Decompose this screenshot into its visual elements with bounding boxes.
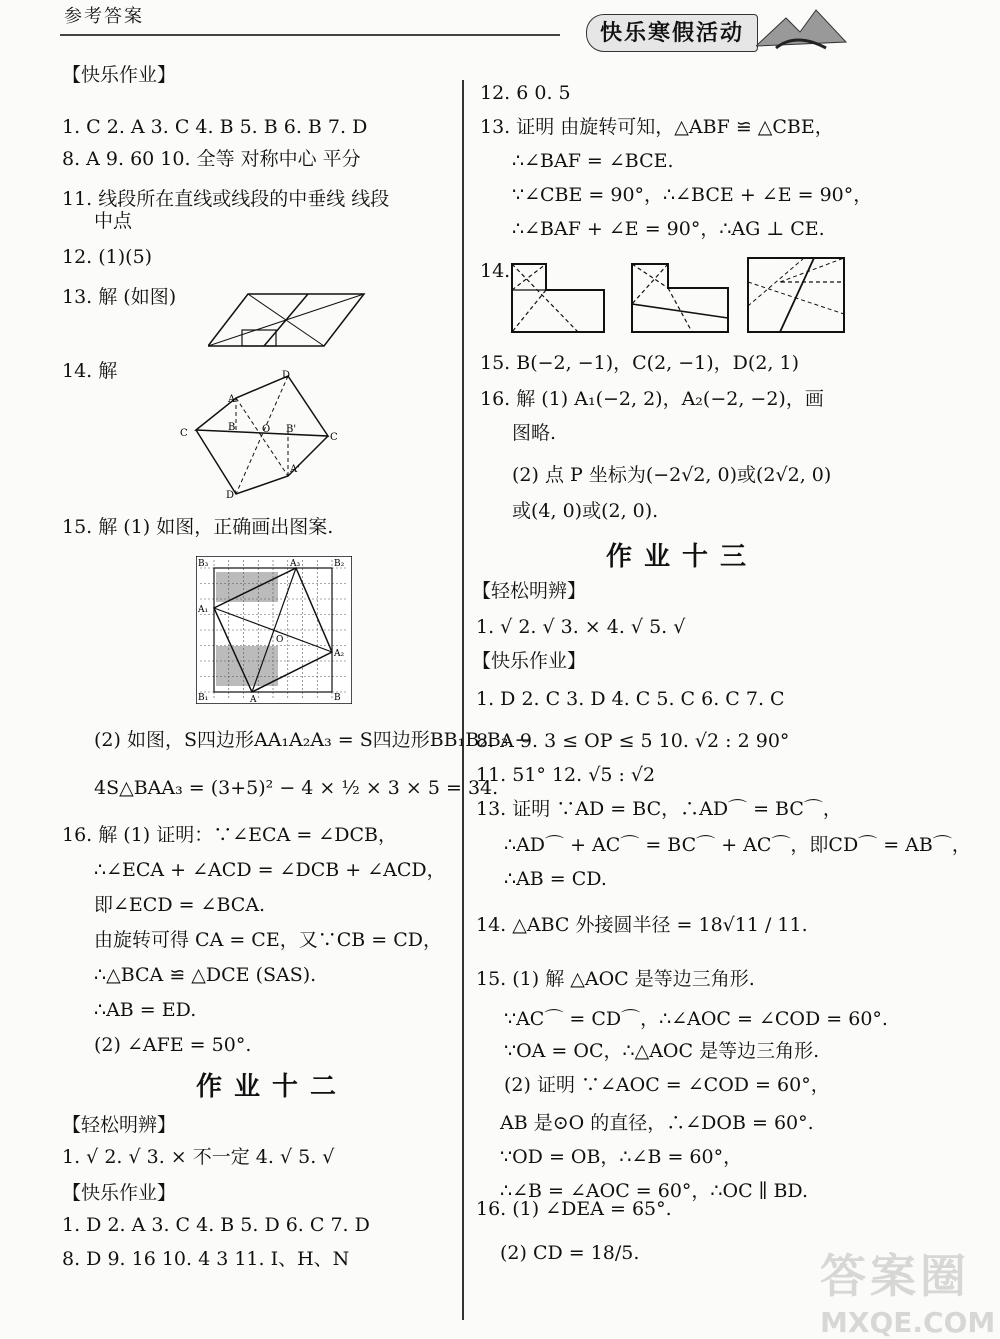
- mountain-icon: [756, 2, 856, 52]
- section-title-0: 作业十二: [196, 1072, 349, 1102]
- right-line-20: 14. △ABC 外接圆半径 = 18√11 / 11.: [476, 914, 808, 936]
- left-line-14: 由旋转可得 CA = CE，又∵CB = CD，: [94, 929, 442, 951]
- right-line-21: 15. (1) 解 △AOC 是等边三角形.: [476, 968, 755, 990]
- right-line-7: 16. 解 (1) A₁(−2, 2)，A₂(−2, −2)，画: [480, 388, 824, 410]
- right-line-10: 或(4, 0)或(2, 0).: [512, 500, 659, 522]
- left-line-22: 8. D 9. 16 10. 4 3 11. I、H、N: [62, 1248, 350, 1270]
- left-line-8: 15. 解 (1) 如图，正确画出图案.: [62, 516, 334, 538]
- fig15-label-b: B: [334, 693, 341, 703]
- right-line-8: 图略.: [512, 422, 557, 444]
- watermark-main: 答案圈: [820, 1249, 970, 1303]
- right-line-19: ∴AB = CD.: [504, 868, 607, 890]
- right-line-24: (2) 证明 ∵∠AOC = ∠COD = 60°，: [504, 1074, 830, 1096]
- left-line-10: 4S△BAA₃ = (3+5)² − 4 × ½ × 3 × 5 = 34.: [94, 777, 499, 799]
- left-line-3: 11. 线段所在直线或线段的中垂线 线段: [62, 188, 390, 210]
- fig15-label-a3: A₃: [290, 559, 301, 569]
- figure-14-rotation: [176, 368, 346, 502]
- right-line-3: ∵∠CBE = 90°，∴∠BCE + ∠E = 90°，: [512, 184, 873, 206]
- fig14-label-b2: B': [286, 424, 297, 435]
- fig15-label-a: A: [250, 695, 257, 704]
- figure-r14-a: [508, 260, 608, 336]
- watermark-url: MXQE.COM: [820, 1306, 996, 1339]
- right-line-16: 11. 51° 12. √5 : √2: [476, 764, 656, 786]
- right-line-14: 1. D 2. C 3. D 4. C 5. C 6. C 7. C: [476, 688, 785, 710]
- left-line-11: 16. 解 (1) 证明：∵∠ECA = ∠DCB，: [62, 824, 397, 846]
- right-line-1: 13. 证明 由旋转可知，△ABF ≌ △CBE，: [480, 116, 834, 138]
- left-line-16: ∴AB = ED.: [94, 999, 197, 1021]
- left-line-13: 即∠ECD = ∠BCA.: [94, 894, 266, 916]
- left-line-7: 14. 解: [62, 360, 118, 382]
- fig14-label-c2: C: [330, 432, 338, 443]
- left-line-1: 1. C 2. A 3. C 4. B 5. B 6. B 7. D: [62, 116, 368, 138]
- right-line-25: AB 是⊙O 的直径，∴∠DOB = 60°.: [500, 1112, 814, 1134]
- header-left-title: 参考答案: [64, 6, 144, 27]
- fig14-label-b: B: [228, 422, 236, 433]
- right-line-26: ∵OD = OB，∴∠B = 60°，: [500, 1146, 743, 1168]
- right-line-18: ∴AD⌒ + AC⌒ = BC⌒ + AC⌒，即CD⌒ = AB⌒，: [504, 834, 971, 856]
- right-line-2: ∴∠BAF = ∠BCE.: [512, 150, 674, 172]
- header-rule: [60, 34, 560, 36]
- left-line-18: 【轻松明辨】: [62, 1114, 177, 1136]
- left-line-20: 【快乐作业】: [62, 1182, 177, 1204]
- left-line-4: 中点: [94, 210, 133, 232]
- fig14-label-a2: A': [290, 464, 300, 475]
- fig14-label-o: O: [262, 424, 271, 435]
- right-line-13: 【快乐作业】: [472, 650, 587, 672]
- fig14-label-a: A: [228, 394, 236, 405]
- figure-13-parallelogram: [208, 290, 368, 352]
- fig15-label-b2: B₂: [334, 559, 345, 569]
- right-line-28: 16. (1) ∠DEA = 65°.: [476, 1198, 672, 1220]
- watermark: [820, 1240, 995, 1339]
- left-line-12: ∴∠ECA + ∠ACD = ∠DCB + ∠ACD，: [94, 859, 446, 881]
- right-line-4: ∴∠BAF + ∠E = 90°，∴AG ⊥ CE.: [512, 218, 825, 240]
- right-line-17: 13. 证明 ∵AD = BC，∴AD⌒ = BC⌒，: [476, 798, 842, 820]
- figure-r14-c: [744, 254, 848, 336]
- left-line-5: 12. (1)(5): [62, 246, 153, 268]
- left-line-19: 1. √ 2. √ 3. × 不一定 4. √ 5. √: [62, 1146, 335, 1168]
- right-line-11: 【轻松明辨】: [472, 580, 587, 602]
- right-line-27: ∴∠B = ∠AOC = 60°，∴OC ∥ BD.: [500, 1180, 809, 1202]
- left-line-2: 8. A 9. 60 10. 全等 对称中心 平分: [62, 148, 361, 170]
- fig15-label-a2: A₂: [334, 649, 345, 659]
- right-line-9: (2) 点 P 坐标为(−2√2, 0)或(2√2, 0): [512, 464, 832, 486]
- left-line-6: 13. 解 (如图): [62, 286, 177, 308]
- fig14-label-d2: D': [226, 490, 237, 501]
- left-line-15: ∴△BCA ≌ △DCE (SAS).: [94, 964, 317, 986]
- right-line-15: 8. A 9. 3 ≤ OP ≤ 5 10. √2 : 2 90°: [476, 730, 790, 752]
- right-line-29: (2) CD = 18/5.: [500, 1242, 640, 1264]
- right-line-0: 12. 6 0. 5: [480, 82, 571, 104]
- figure-r14-b: [628, 260, 732, 336]
- left-line-0: 【快乐作业】: [62, 64, 177, 86]
- fig15-label-a1: A₁: [198, 605, 209, 615]
- right-line-6: 15. B(−2, −1)，C(2, −1)，D(2, 1): [480, 352, 799, 374]
- figure-15-grid: [196, 556, 352, 704]
- fig14-label-d: D: [282, 370, 291, 381]
- fig15-label-o: O: [276, 635, 284, 645]
- section-title-1: 作业十三: [606, 542, 759, 572]
- right-line-23: ∵OA = OC，∴△AOC 是等边三角形.: [504, 1040, 820, 1062]
- header-right-banner: 快乐寒假活动: [586, 14, 758, 52]
- right-line-5: 14.: [480, 260, 511, 282]
- fig15-label-b3: B₃: [198, 559, 209, 569]
- left-line-17: (2) ∠AFE = 50°.: [94, 1034, 252, 1056]
- fig15-label-b1: B₁: [198, 693, 209, 703]
- left-line-21: 1. D 2. A 3. C 4. B 5. D 6. C 7. D: [62, 1214, 370, 1236]
- column-divider: [462, 80, 464, 1320]
- fig14-label-c1: C: [180, 428, 188, 439]
- left-line-9: (2) 如图，S四边形AA₁A₂A₃ = S四边形BB₁B₂B₃ −: [94, 729, 531, 751]
- right-line-22: ∵AC⌒ = CD⌒，∴∠AOC = ∠COD = 60°.: [504, 1008, 888, 1030]
- right-line-12: 1. √ 2. √ 3. × 4. √ 5. √: [476, 616, 686, 638]
